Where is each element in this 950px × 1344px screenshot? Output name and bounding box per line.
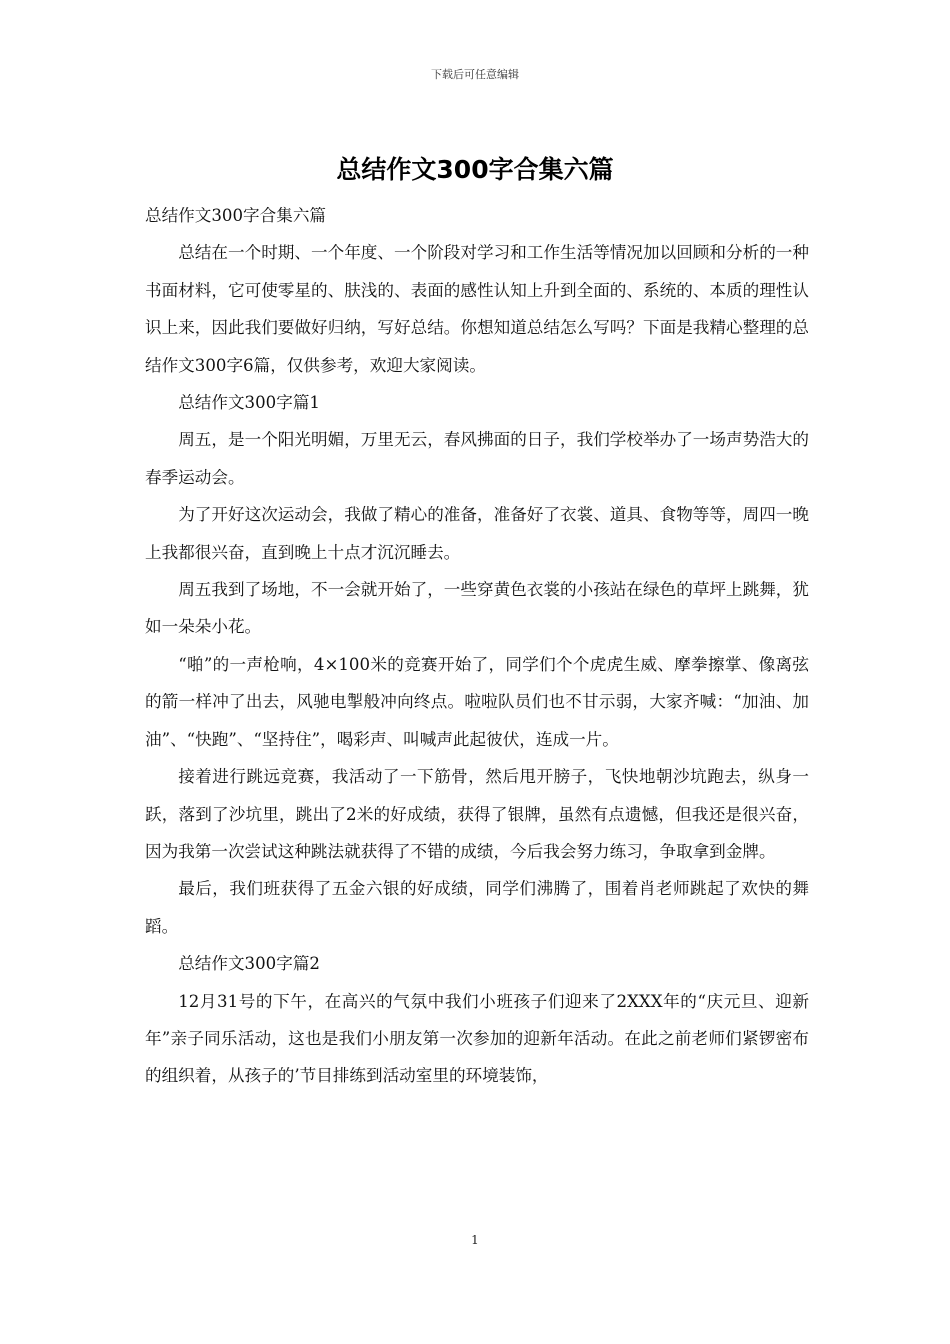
paragraph: 接着进行跳远竞赛，我活动了一下筋骨，然后甩开膀子，飞快地朝沙坑跑去，纵身一跃，落到了沙坑里，跳出了2米的好成绩，获得了银牌，虽然有点遗憾，但我还是很兴奋，因为我第一次尝试这种跳法就获得了不错的成绩，今后我会努力练习，争取拿到金牌。 [145,767,809,861]
page-number: 1 [471,1233,479,1247]
section-heading-2: 总结作文300字篇2 [178,954,320,974]
section-heading-1: 总结作文300字篇1 [178,393,320,413]
paragraph: “啪”的一声枪响，4×100米的竞赛开始了，同学们个个虎虎生威、摩拳擦掌、像离弦的箭一样冲了出去，风驰电掣般冲向终点。啦啦队员们也不甘示弱，大家齐喊：“加油、加油”、“快跑”、“坚持住”，喝彩声、叫喊声此起彼伏，连成一片。 [145,654,809,749]
subtitle-line: 总结作文300字合集六篇 [145,206,327,225]
paragraph: 最后，我们班获得了五金六银的好成绩，同学们沸腾了，围着肖老师跳起了欢快的舞蹈。 [145,879,809,936]
intro-paragraph: 总结在一个时期、一个年度、一个阶段对学习和工作生活等情况加以回顾和分析的一种书面材料，它可使零星的、肤浅的、表面的感性认知上升到全面的、系统的、本质的理性认识上来，因此我们要做好归纳，写好总结。你想知道总结怎么写吗？下面是我精心整理的总结作文300字6篇，仅供参考，欢迎大家阅读。 [145,243,809,375]
paragraph: 12月31号的下午，在高兴的气氛中我们小班孩子们迎来了2XXX年的“庆元旦、迎新年”亲子同乐活动，这也是我们小朋友第一次参加的迎新年活动。在此之前老师们紧锣密布的组织着，从孩子的’节目排练到活动室里的环境装饰， [145,991,809,1086]
document-body [145,197,809,1095]
document-title: 总结作文300字合集六篇 [336,155,614,184]
page-header: 下载后可任意编辑 [431,68,519,81]
paragraph: 为了开好这次运动会，我做了精心的准备，准备好了衣裳、道具、食物等等，周四一晚上我都很兴奋，直到晚上十点才沉沉睡去。 [145,505,809,562]
paragraph: 周五，是一个阳光明媚，万里无云，春风拂面的日子，我们学校举办了一场声势浩大的春季运动会。 [145,430,809,487]
paragraph: 周五我到了场地，不一会就开始了，一些穿黄色衣裳的小孩站在绿色的草坪上跳舞，犹如一朵朵小花。 [145,580,809,637]
